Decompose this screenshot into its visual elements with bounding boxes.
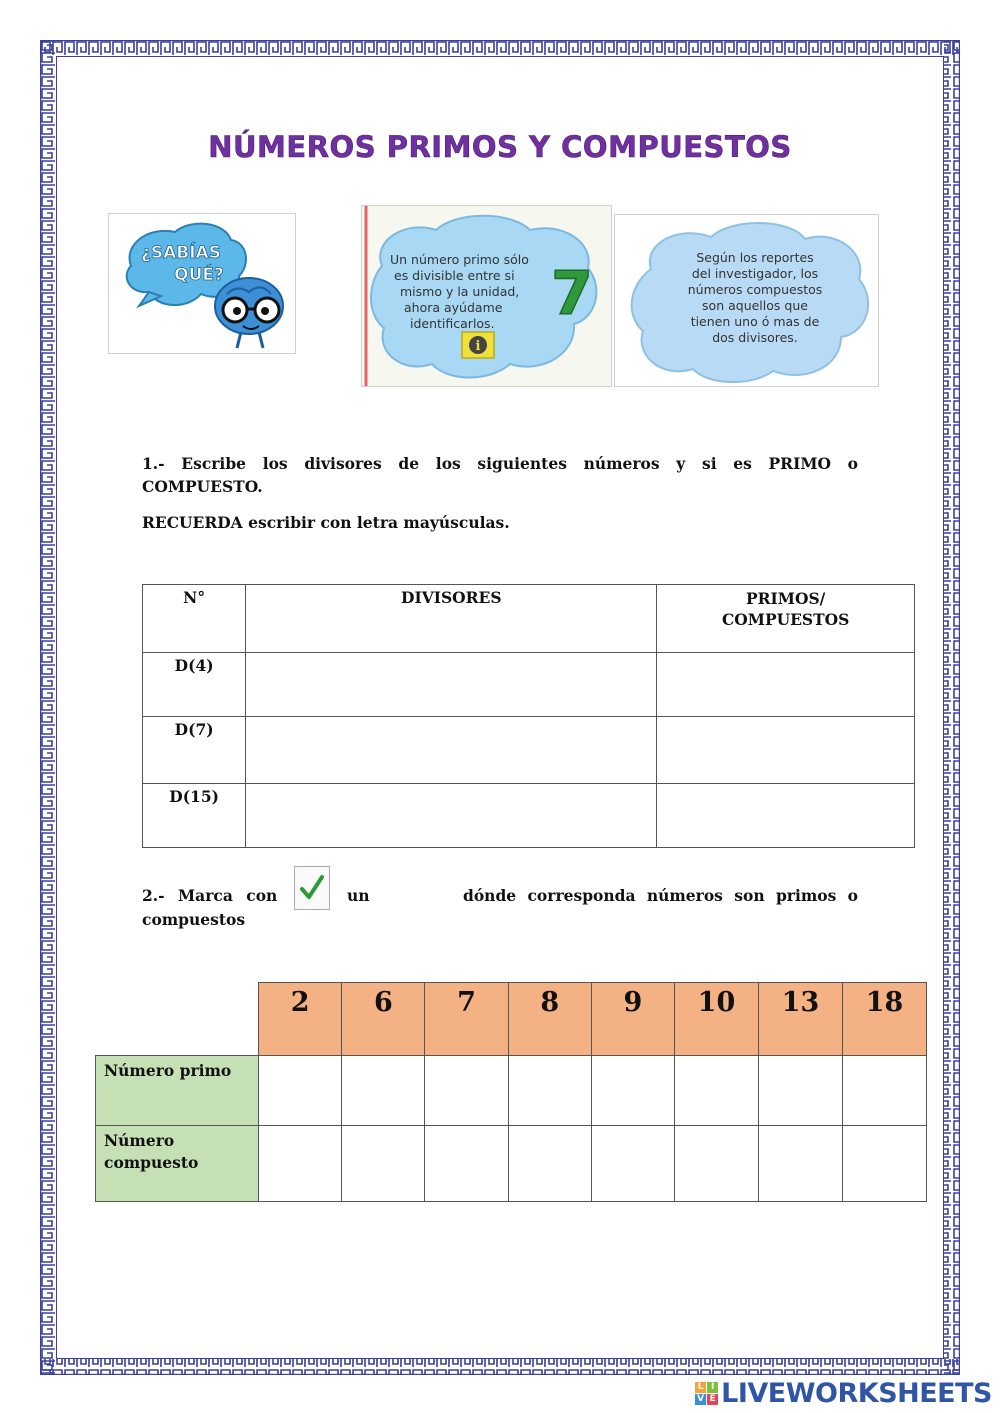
type-input-d7[interactable] bbox=[657, 717, 915, 784]
svg-text:del investigador, los: del investigador, los bbox=[691, 266, 819, 281]
checkmark-icon bbox=[294, 866, 330, 910]
composite-cell-6[interactable] bbox=[342, 1126, 425, 1202]
svg-text:tienen uno ó mas de: tienen uno ó mas de bbox=[690, 314, 820, 329]
number-9: 9 bbox=[591, 983, 674, 1056]
question1-reminder: RECUERDA escribir con letra mayúsculas. bbox=[142, 513, 510, 532]
brand-name: LIVEWORKSHEETS bbox=[721, 1377, 992, 1409]
composite-cell-13[interactable] bbox=[758, 1126, 842, 1202]
row-label-d15: D(15) bbox=[143, 784, 246, 848]
question2-part1: 2.- Marca con bbox=[142, 886, 278, 905]
prime-cell-8[interactable] bbox=[508, 1056, 591, 1126]
svg-text:Un número primo sólo: Un número primo sólo bbox=[390, 252, 529, 267]
prime-cell-9[interactable] bbox=[591, 1056, 674, 1126]
number-2: 2 bbox=[259, 983, 342, 1056]
composite-cell-8[interactable] bbox=[508, 1126, 591, 1202]
header-number: N° bbox=[143, 585, 246, 653]
prime-cell-10[interactable] bbox=[674, 1056, 758, 1126]
type-input-d15[interactable] bbox=[657, 784, 915, 848]
seven-character: 7 bbox=[551, 259, 593, 329]
type-input-d4[interactable] bbox=[657, 653, 915, 717]
prime-cell-18[interactable] bbox=[842, 1056, 926, 1126]
number-10: 10 bbox=[674, 983, 758, 1056]
divisors-input-d15[interactable] bbox=[246, 784, 657, 848]
page-title: NÚMEROS PRIMOS Y COMPUESTOS bbox=[208, 130, 792, 164]
prime-cell-13[interactable] bbox=[758, 1056, 842, 1126]
number-6: 6 bbox=[342, 983, 425, 1056]
svg-text:es divisible entre si: es divisible entre si bbox=[394, 268, 515, 283]
row-label-prime: Número primo bbox=[96, 1056, 259, 1126]
number-8: 8 bbox=[508, 983, 591, 1056]
svg-text:identificarlos.: identificarlos. bbox=[410, 316, 495, 331]
sabias-line2: QUÉ? bbox=[174, 265, 224, 285]
liveworksheets-icon: L I V E bbox=[695, 1382, 718, 1405]
sabias-que-image bbox=[108, 213, 296, 354]
prime-composite-grid bbox=[95, 982, 927, 1202]
svg-text:ahora ayúdame: ahora ayúdame bbox=[404, 300, 503, 315]
question1-line1: 1.- Escribe los divisores de los siguientes números y si es PRIMO o bbox=[142, 454, 858, 473]
svg-text:mismo y la unidad,: mismo y la unidad, bbox=[400, 284, 520, 299]
composite-cell-18[interactable] bbox=[842, 1126, 926, 1202]
svg-text:i: i bbox=[475, 339, 481, 354]
liveworksheets-logo[interactable] bbox=[695, 1378, 992, 1408]
divisors-input-d7[interactable] bbox=[246, 717, 657, 784]
prime-cell-7[interactable] bbox=[425, 1056, 508, 1126]
row-label-d7: D(7) bbox=[143, 717, 246, 784]
empty-corner bbox=[96, 983, 259, 1056]
header-divisors: DIVISORES bbox=[246, 585, 657, 653]
composite-cell-10[interactable] bbox=[674, 1126, 758, 1202]
svg-text:son aquellos que: son aquellos que bbox=[702, 298, 808, 313]
prime-cell-2[interactable] bbox=[259, 1056, 342, 1126]
divisors-table bbox=[142, 584, 915, 848]
header-prime-composite: PRIMOS/ COMPUESTOS bbox=[657, 585, 915, 653]
svg-text:dos divisores.: dos divisores. bbox=[712, 330, 798, 345]
composite-cell-2[interactable] bbox=[259, 1126, 342, 1202]
svg-text:números compuestos: números compuestos bbox=[687, 282, 823, 297]
number-18: 18 bbox=[842, 983, 926, 1056]
row-label-composite: Número compuesto bbox=[96, 1126, 259, 1202]
question2-part4: compuestos bbox=[142, 910, 246, 929]
row-label-d4: D(4) bbox=[143, 653, 246, 717]
prime-number-cloud-image bbox=[361, 205, 612, 387]
composite-cell-7[interactable] bbox=[425, 1126, 508, 1202]
question2-part3: dónde corresponda números son primos o bbox=[463, 886, 858, 905]
sabias-line1: ¿SABÍAS bbox=[141, 243, 221, 263]
composite-number-cloud-image bbox=[614, 214, 879, 387]
number-13: 13 bbox=[758, 983, 842, 1056]
svg-text:Según los reportes: Según los reportes bbox=[696, 250, 814, 265]
composite-cell-9[interactable] bbox=[591, 1126, 674, 1202]
question1-line2: COMPUESTO. bbox=[142, 477, 263, 496]
question2-part2: un bbox=[347, 886, 370, 905]
prime-cell-6[interactable] bbox=[342, 1056, 425, 1126]
number-7: 7 bbox=[425, 983, 508, 1056]
divisors-input-d4[interactable] bbox=[246, 653, 657, 717]
